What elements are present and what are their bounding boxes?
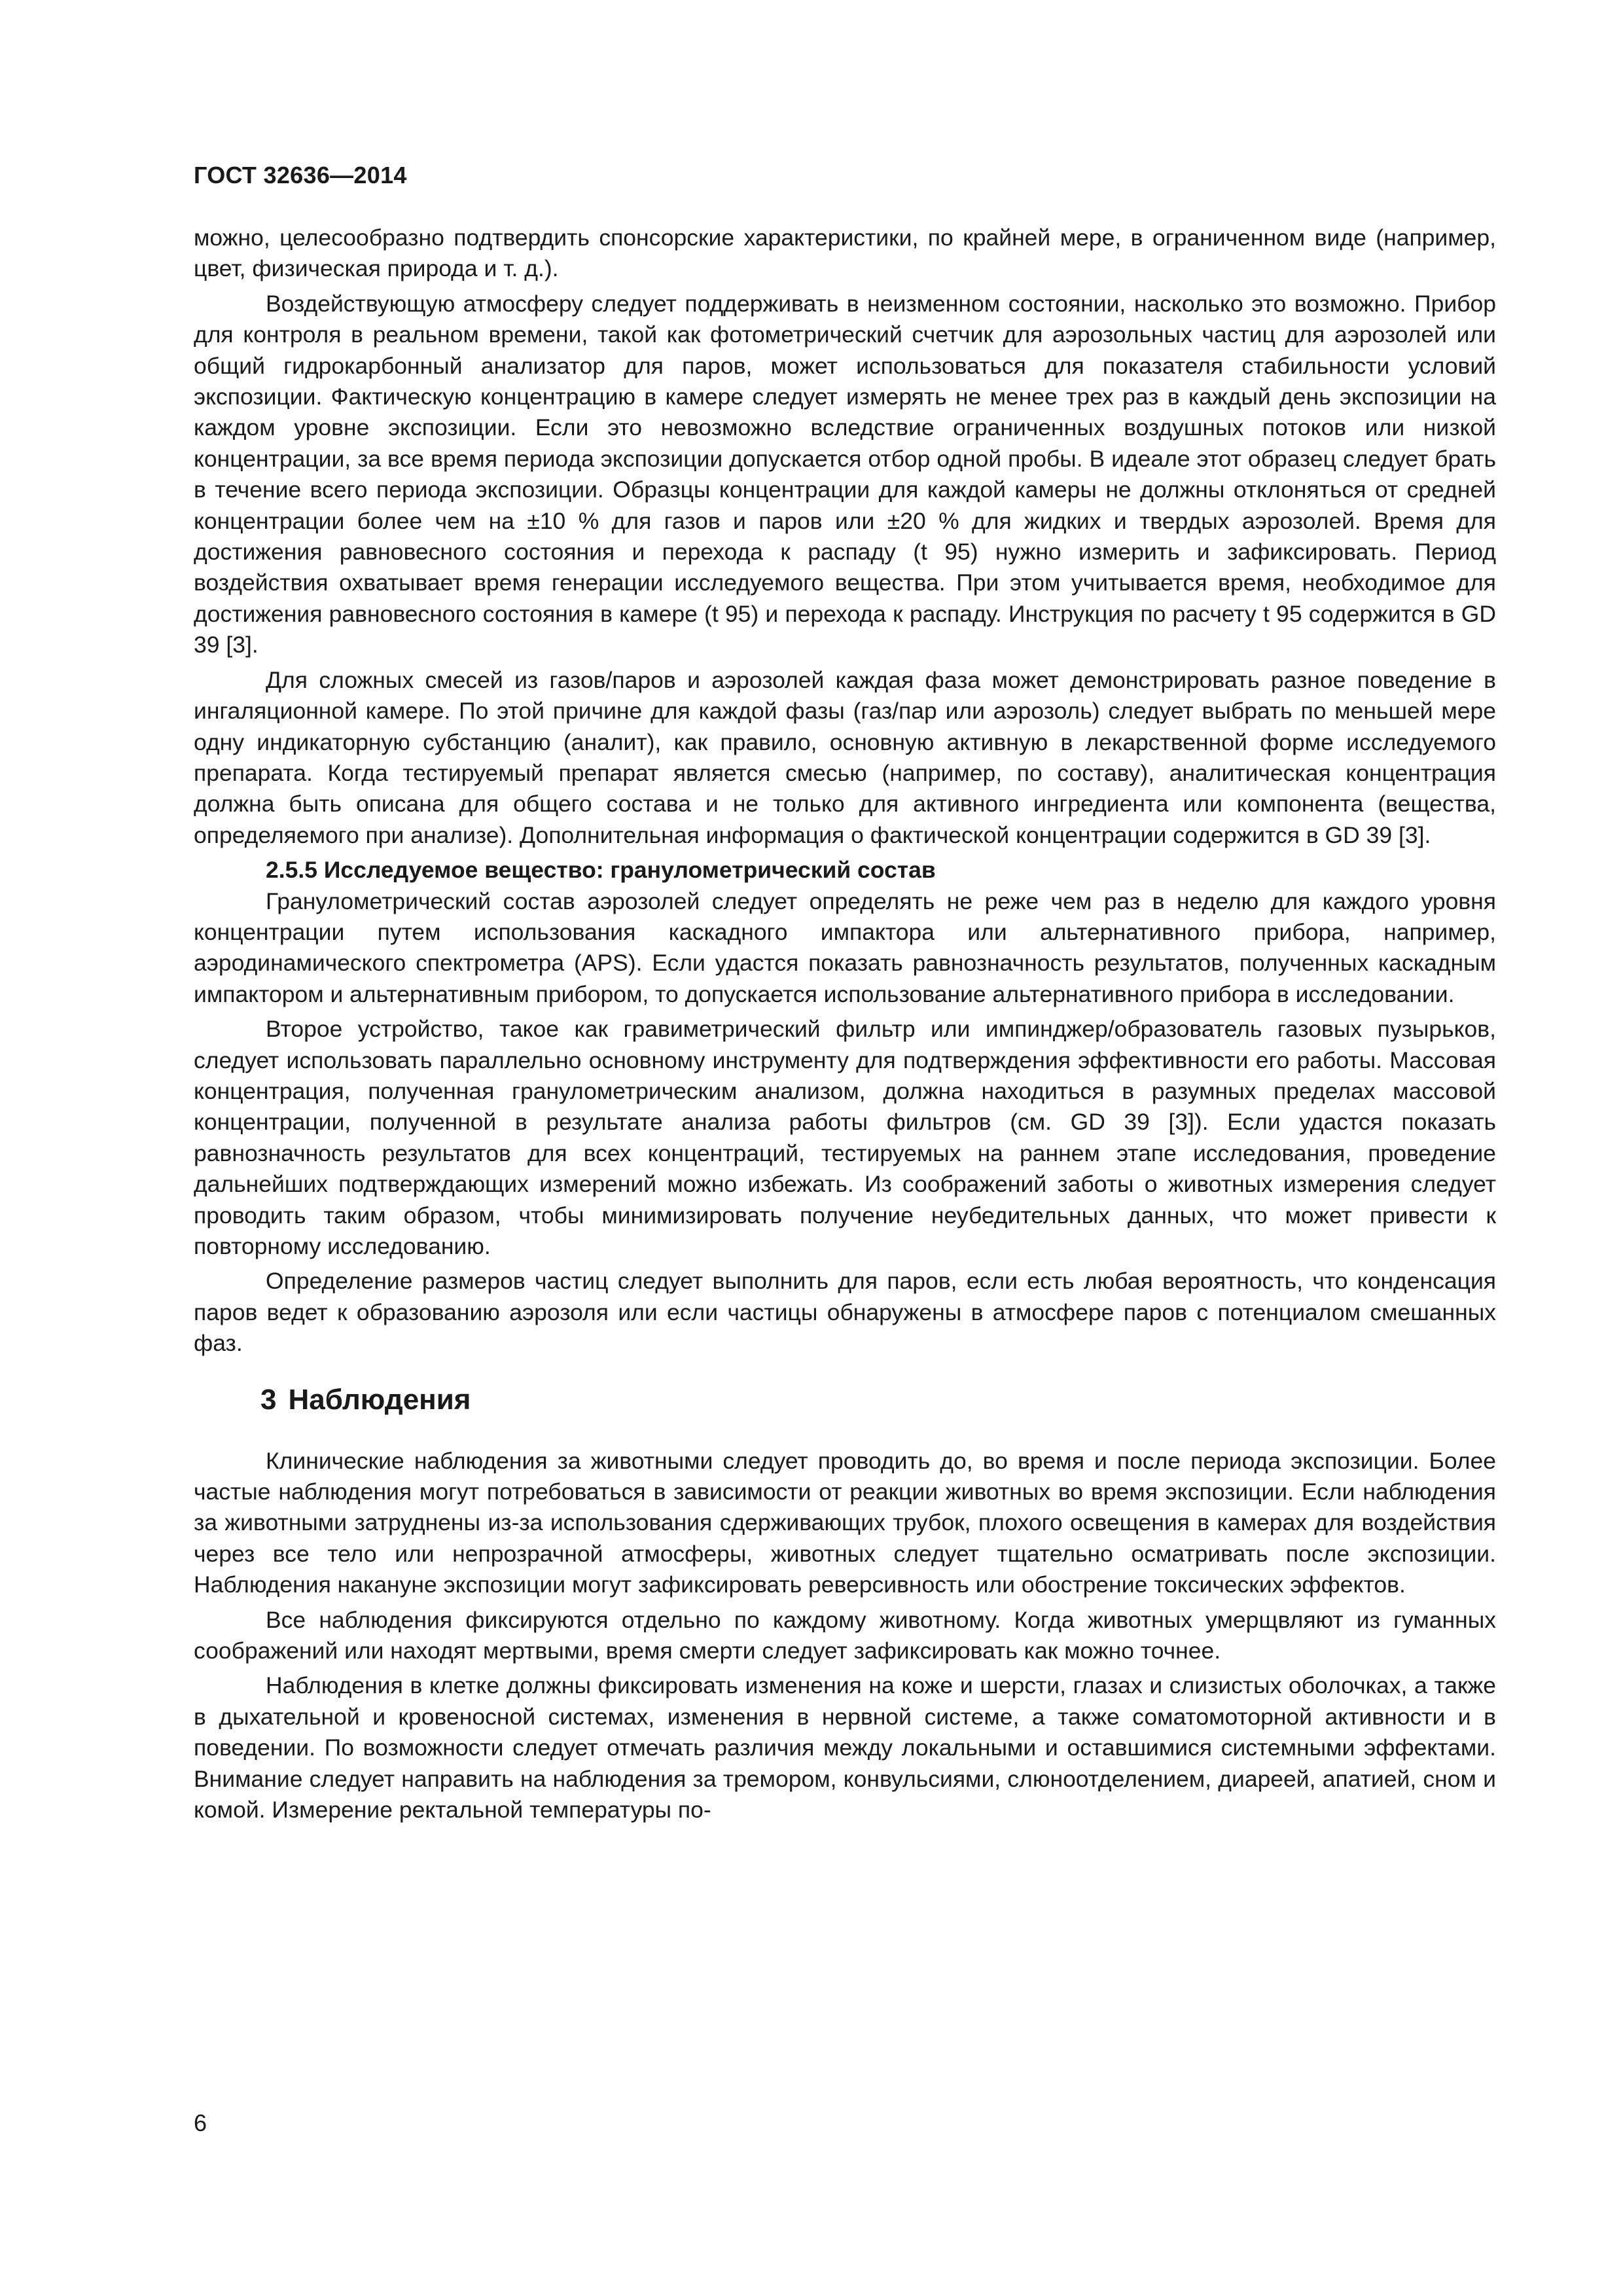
- document-body: [194, 223, 1496, 1826]
- document-code-header: ГОСТ 32636—2014: [194, 162, 407, 188]
- section-3-heading: [194, 1382, 1496, 1418]
- subsection-2-5-5-title: 2.5.5 Исследуемое вещество: гранулометрический состав: [266, 857, 936, 884]
- paragraph-particle-size: Гранулометрический состав аэрозолей следует определять не реже чем раз в неделю для каждого уровня концентрации путем использования каскадного импактора или альтернативного прибора, например, аэродинамического спектрометра (APS). Если удастся показать равнозначность результатов, полученных каскадным импактором и альтернативным прибором, то допускается использование альтернативного прибора в исследовании.: [194, 888, 1496, 1007]
- paragraph-exposure-atmosphere: Воздействующую атмосферу следует поддерживать в неизменном состоянии, насколько это возможно. Прибор для контроля в реальном времени, такой как фотометрический счетчик для аэрозольных частиц для аэрозолей или общий гидрокарбонный анализатор для паров, может использоваться для показателя стабильности условий экспозиции. Фактическую концентрацию в камере следует измерять не менее трех раз в каждый день экспозиции на каждом уровне экспозиции. Если это невозможно вследствие ограниченных воздушных потоков или низкой концентрации, за все время периода экспозиции допускается отбор одной пробы. В идеале этот образец следует брать в течение всего периода экспозиции. Образцы концентрации для каждой камеры не должны отклоняться от средней концентрации более чем на ±10 % для газов и паров или ±20 % для жидких и твердых аэрозолей. Время для достижения равновесного состояния и перехода к распаду (t 95) нужно измерить и зафиксировать. Период воздействия охватывает время генерации исследуемого вещества. При этом учитывается время, необходимое для достижения равновесного состояния в камере (t 95) и перехода к распаду. Инструкция по расчету t 95 содержится в GD 39 [3].: [194, 290, 1496, 658]
- paragraph-cage-observations: Наблюдения в клетке должны фиксировать изменения на коже и шерсти, глазах и слизистых оболочках, а также в дыхательной и кровеносной системах, изменения в нервной системе, а также соматомоторной активности и в поведении. По возможности следует отмечать различия между локальными и оставшимися системными эффектами. Внимание следует направить на наблюдения за тремором, конвульсиями, слюноотделением, диареей, апатией, сном и комой. Измерение ректальной температуры по-: [194, 1672, 1496, 1823]
- section-3-number: 3: [260, 1383, 277, 1416]
- section-3-title: Наблюдения: [288, 1383, 471, 1416]
- paragraph-individual-records: Все наблюдения фиксируются отдельно по каждому животному. Когда животных умерщвляют из гуманных соображений или находят мертвыми, время смерти следует зафиксировать как можно точнее.: [194, 1606, 1496, 1664]
- page-number: 6: [194, 2109, 207, 2136]
- paragraph-second-device: Второе устройство, такое как гравиметрический фильтр или импинджер/образователь газовых пузырьков, следует использовать параллельно основному инструменту для подтверждения эффективности его работы. Массовая концентрация, полученная гранулометрическим анализом, должна находиться в разумных пределах массовой концентрации, полученной в результате анализа работы фильтров (см. GD 39 [3]). Если удастся показать равнозначность результатов для всех концентраций, тестируемых на раннем этапе исследования, проведение дальнейших подтверждающих измерений можно избежать. Из соображений заботы о животных измерения следует проводить таким образом, чтобы минимизировать получение неубедительных данных, что может привести к повторному исследованию.: [194, 1016, 1496, 1259]
- paragraph-continuation: можно, целесообразно подтвердить спонсорские характеристики, по крайней мере, в ограниченном виде (например, цвет, физическая природа и т. д.).: [194, 224, 1496, 282]
- paragraph-complex-mixtures: Для сложных смесей из газов/паров и аэрозолей каждая фаза может демонстрировать разное поведение в ингаляционной камере. По этой причине для каждой фазы (газ/пар или аэрозоль) следует выбрать по меньшей мере одну индикаторную субстанцию (аналит), как правило, основную активную в лекарственной форме исследуемого препарата. Когда тестируемый препарат является смесью (например, по составу), аналитическая концентрация должна быть описана для общего состава и не только для активного ингредиента или компонента (вещества, определяемого при анализе). Дополнительная информация о фактической концентрации содержится в GD 39 [3].: [194, 666, 1496, 848]
- paragraph-vapour-particles: Определение размеров частиц следует выполнить для паров, если есть любая вероятность, что конденсация паров ведет к образованию аэрозоля или если частицы обнаружены в атмосфере паров с потенциалом смешанных фаз.: [194, 1268, 1496, 1357]
- paragraph-clinical-observations: Клинические наблюдения за животными следует проводить до, во время и после периода экспозиции. Более частые наблюдения могут потребоваться в зависимости от реакции животных во время экспозиции. Если наблюдения за животными затруднены из-за использования сдерживающих трубок, плохого освещения в камерах для воздействия через все тело или непрозрачной атмосферы, животных следует тщательно осматривать после экспозиции. Наблюдения накануне экспозиции могут зафиксировать реверсивность или обострение токсических эффектов.: [194, 1447, 1496, 1598]
